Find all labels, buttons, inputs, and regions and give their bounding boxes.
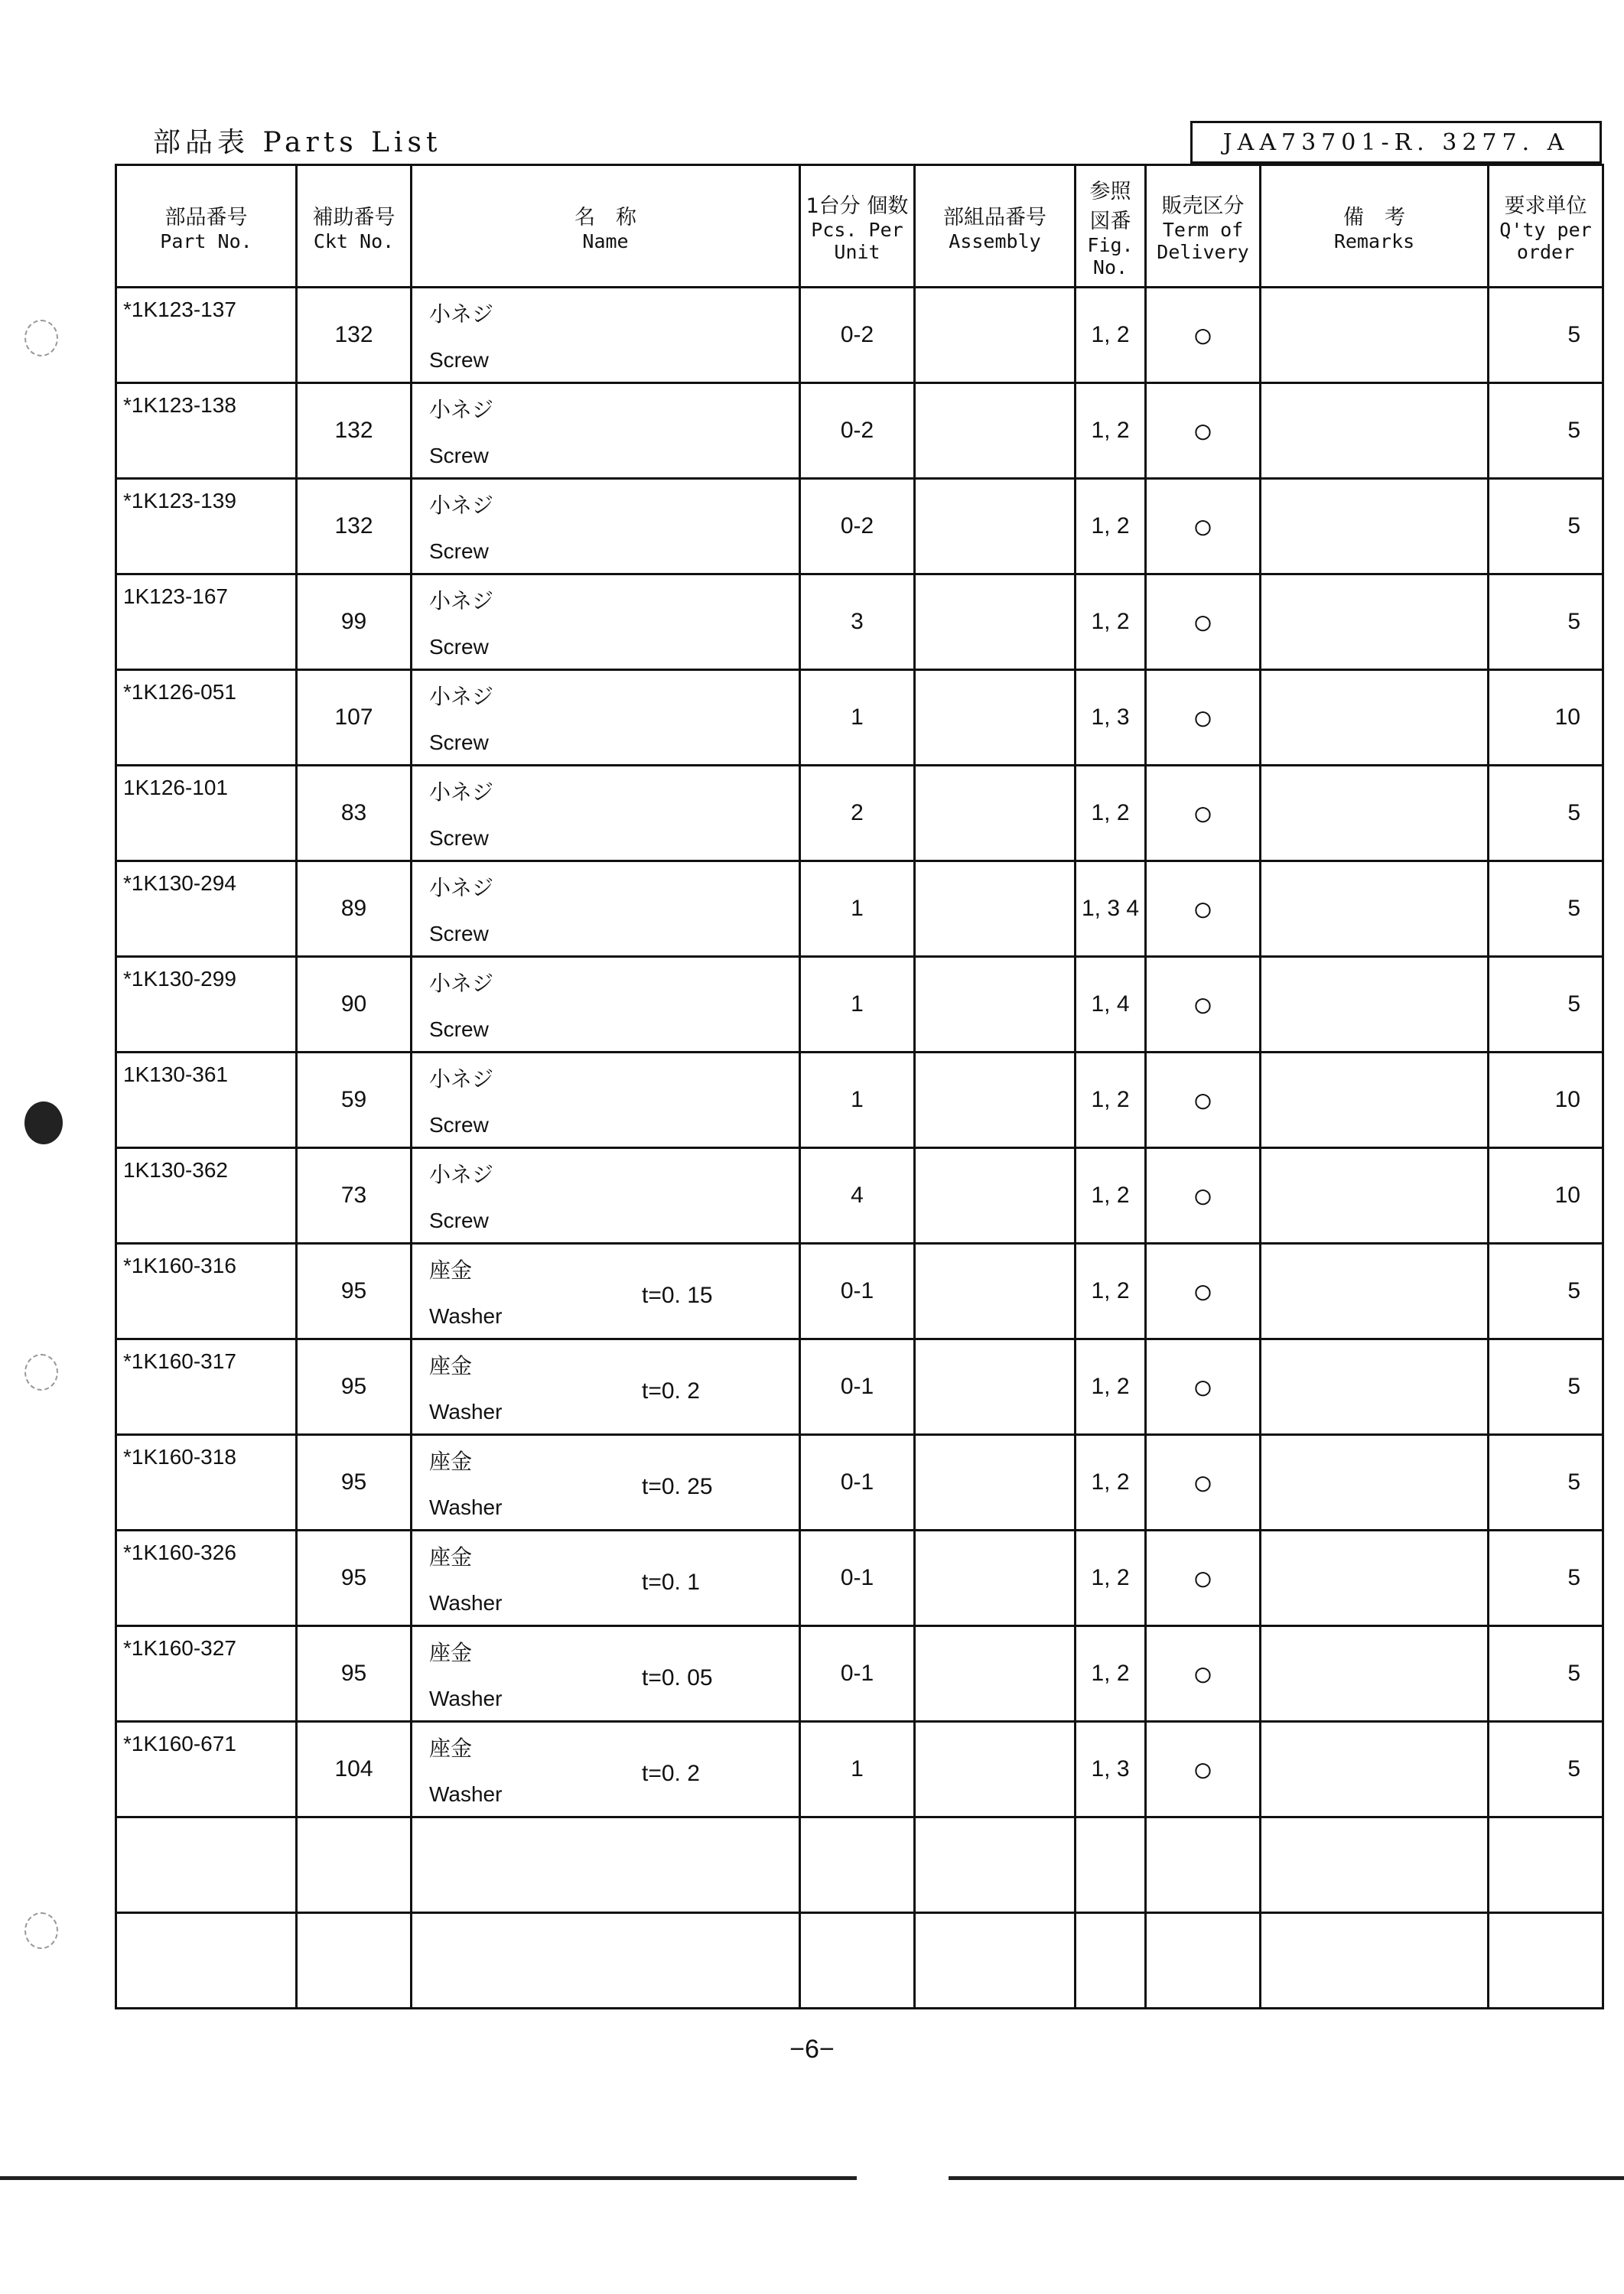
table-row [116,861,1603,957]
name-japanese: 小ネジ [429,588,494,613]
remarks-cell [1261,1531,1489,1626]
remarks-cell [1261,383,1489,479]
punch-hole-mark [24,1101,63,1144]
assembly-cell [915,957,1076,1053]
ckt-number-cell: 95 [297,1626,412,1722]
delivery-mark-cell: ○ [1146,1244,1261,1339]
name-japanese: 座金 [429,1736,473,1761]
remarks-cell [1261,861,1489,957]
table-row [116,1722,1603,1817]
table-row [116,766,1603,861]
page-title: 部品表 Parts List [153,127,442,158]
part-number-cell: *1K160-316 [116,1244,297,1339]
table-row [116,288,1603,383]
part-number-cell: 1K130-362 [116,1148,297,1244]
delivery-mark-cell: ○ [1146,957,1261,1053]
name-english: Screw [429,731,489,754]
assembly-cell [915,383,1076,479]
name-english: Screw [429,348,489,372]
assembly-cell [915,1913,1076,2009]
ckt-number-cell: 90 [297,957,412,1053]
name-japanese: 小ネジ [429,875,494,900]
qty-per-order-cell: 10 [1489,670,1603,766]
assembly-cell [915,1148,1076,1244]
remarks-cell [1261,1244,1489,1339]
delivery-mark-cell [1146,1913,1261,2009]
name-cell [412,383,800,479]
part-number-cell: *1K123-138 [116,383,297,479]
table-row [116,1053,1603,1148]
fig-number-cell: 1, 2 [1076,574,1146,670]
name-cell [412,1626,800,1722]
part-number-cell [116,1913,297,2009]
part-number-cell: *1K130-294 [116,861,297,957]
name-english: Screw [429,635,489,659]
name-english: Washer [429,1591,503,1615]
column-header-remarks: 備 考 Remarks [1261,165,1489,288]
fig-number-cell: 1, 2 [1076,1244,1146,1339]
name-cell [412,766,800,861]
delivery-mark-cell: ○ [1146,1053,1261,1148]
remarks-cell [1261,1626,1489,1722]
assembly-cell [915,1722,1076,1817]
assembly-cell [915,1053,1076,1148]
assembly-cell [915,670,1076,766]
qty-per-order-cell: 5 [1489,1435,1603,1531]
ckt-number-cell: 132 [297,383,412,479]
name-japanese: 小ネジ [429,971,494,996]
delivery-mark-cell: ○ [1146,766,1261,861]
name-japanese: 小ネジ [429,301,494,327]
assembly-cell [915,1817,1076,1913]
pcs-per-unit-cell [800,1913,915,2009]
qty-per-order-cell: 5 [1489,1244,1603,1339]
name-english: Washer [429,1495,503,1519]
part-number-cell: 1K123-167 [116,574,297,670]
pcs-per-unit-cell: 0-2 [800,383,915,479]
qty-per-order-cell: 10 [1489,1053,1603,1148]
remarks-cell [1261,1053,1489,1148]
qty-per-order-cell: 5 [1489,861,1603,957]
assembly-cell [915,1531,1076,1626]
remarks-cell [1261,1435,1489,1531]
delivery-mark-cell: ○ [1146,383,1261,479]
table-row [116,383,1603,479]
name-cell [412,574,800,670]
column-header-fig-no: 参照 図番 Fig. No. [1076,165,1146,288]
part-number-cell: *1K126-051 [116,670,297,766]
name-japanese: 小ネジ [429,1162,494,1187]
table-row [116,670,1603,766]
delivery-mark-cell: ○ [1146,1626,1261,1722]
fig-number-cell: 1, 2 [1076,1148,1146,1244]
name-english: Washer [429,1782,503,1806]
fig-number-cell: 1, 2 [1076,1053,1146,1148]
table-row [116,1339,1603,1435]
page-number: −6− [789,2035,835,2064]
thickness-spec: t=0. 1 [642,1570,700,1595]
ckt-number-cell: 89 [297,861,412,957]
ckt-number-cell: 104 [297,1722,412,1817]
fig-number-cell: 1, 2 [1076,1435,1146,1531]
pcs-per-unit-cell: 1 [800,861,915,957]
qty-per-order-cell [1489,1913,1603,2009]
name-english: Screw [429,539,489,563]
qty-per-order-cell: 5 [1489,574,1603,670]
pcs-per-unit-cell: 0-1 [800,1244,915,1339]
delivery-mark-cell: ○ [1146,670,1261,766]
fig-number-cell: 1, 2 [1076,1339,1146,1435]
punch-hole-mark [24,320,58,356]
pcs-per-unit-cell: 1 [800,1722,915,1817]
ckt-number-cell: 95 [297,1339,412,1435]
table-row [116,479,1603,574]
name-cell [412,1339,800,1435]
table-header-row [116,165,1603,288]
name-english: Screw [429,826,489,850]
pcs-per-unit-cell: 1 [800,957,915,1053]
name-japanese: 座金 [429,1258,473,1283]
part-number-cell [116,1817,297,1913]
part-number-cell: *1K130-299 [116,957,297,1053]
remarks-cell [1261,766,1489,861]
pcs-per-unit-cell: 0-2 [800,288,915,383]
fig-number-cell: 1, 2 [1076,1531,1146,1626]
qty-per-order-cell: 5 [1489,288,1603,383]
assembly-cell [915,861,1076,957]
fig-number-cell [1076,1817,1146,1913]
pcs-per-unit-cell: 2 [800,766,915,861]
delivery-mark-cell: ○ [1146,288,1261,383]
fig-number-cell: 1, 2 [1076,1626,1146,1722]
remarks-cell [1261,574,1489,670]
delivery-mark-cell: ○ [1146,1435,1261,1531]
column-header-term-of-delivery: 販売区分 Term of Delivery [1146,165,1261,288]
punch-hole-mark [24,1354,58,1391]
name-japanese: 座金 [429,1353,473,1378]
delivery-mark-cell: ○ [1146,574,1261,670]
fig-number-cell: 1, 3 4 [1076,861,1146,957]
table-row [116,1913,1603,2009]
column-header-part-no: 部品番号 Part No. [116,165,297,288]
qty-per-order-cell [1489,1817,1603,1913]
name-english: Washer [429,1400,503,1424]
name-japanese: 小ネジ [429,397,494,422]
qty-per-order-cell: 5 [1489,1626,1603,1722]
ckt-number-cell: 132 [297,479,412,574]
name-cell [412,861,800,957]
name-cell [412,1053,800,1148]
part-number-cell: *1K123-137 [116,288,297,383]
pcs-per-unit-cell: 0-2 [800,479,915,574]
qty-per-order-cell: 5 [1489,957,1603,1053]
name-cell [412,1435,800,1531]
remarks-cell [1261,1817,1489,1913]
part-number-cell: 1K126-101 [116,766,297,861]
pcs-per-unit-cell: 0-1 [800,1339,915,1435]
ckt-number-cell: 95 [297,1244,412,1339]
assembly-cell [915,1339,1076,1435]
name-cell [412,957,800,1053]
delivery-mark-cell: ○ [1146,1531,1261,1626]
pcs-per-unit-cell: 1 [800,670,915,766]
pcs-per-unit-cell: 1 [800,1053,915,1148]
footer-rule [0,2176,857,2180]
remarks-cell [1261,1913,1489,2009]
thickness-spec: t=0. 2 [642,1761,700,1786]
part-number-cell: *1K160-326 [116,1531,297,1626]
table-row [116,574,1603,670]
qty-per-order-cell: 5 [1489,1722,1603,1817]
name-cell [412,1531,800,1626]
thickness-spec: t=0. 2 [642,1378,700,1404]
name-cell [412,670,800,766]
assembly-cell [915,574,1076,670]
fig-number-cell: 1, 3 [1076,1722,1146,1817]
ckt-number-cell: 132 [297,288,412,383]
thickness-spec: t=0. 15 [642,1283,713,1308]
fig-number-cell: 1, 2 [1076,766,1146,861]
fig-number-cell: 1, 2 [1076,288,1146,383]
name-japanese: 小ネジ [429,684,494,709]
thickness-spec: t=0. 05 [642,1665,713,1690]
table-row [116,1626,1603,1722]
remarks-cell [1261,957,1489,1053]
column-header-name: 名 称 Name [412,165,800,288]
table-row [116,1244,1603,1339]
table-row [116,1148,1603,1244]
name-english: Washer [429,1304,503,1328]
delivery-mark-cell: ○ [1146,479,1261,574]
pcs-per-unit-cell: 4 [800,1148,915,1244]
parts-list-table [115,164,1604,2009]
column-header-qty-per-order: 要求単位 Q'ty per order [1489,165,1603,288]
fig-number-cell [1076,1913,1146,2009]
pcs-per-unit-cell [800,1817,915,1913]
ckt-number-cell: 95 [297,1531,412,1626]
ckt-number-cell [297,1913,412,2009]
qty-per-order-cell: 5 [1489,766,1603,861]
name-english: Screw [429,1017,489,1041]
pcs-per-unit-cell: 3 [800,574,915,670]
delivery-mark-cell: ○ [1146,861,1261,957]
name-japanese: 座金 [429,1449,473,1474]
ckt-number-cell [297,1817,412,1913]
remarks-cell [1261,479,1489,574]
qty-per-order-cell: 5 [1489,1531,1603,1626]
remarks-cell [1261,1148,1489,1244]
name-english: Screw [429,1113,489,1137]
part-number-cell: *1K123-139 [116,479,297,574]
pcs-per-unit-cell: 0-1 [800,1435,915,1531]
assembly-cell [915,288,1076,383]
name-english: Screw [429,1209,489,1232]
name-japanese: 小ネジ [429,779,494,805]
ckt-number-cell: 73 [297,1148,412,1244]
qty-per-order-cell: 5 [1489,383,1603,479]
name-cell [412,1244,800,1339]
part-number-cell: 1K130-361 [116,1053,297,1148]
table-row [116,1435,1603,1531]
delivery-mark-cell: ○ [1146,1339,1261,1435]
table-row [116,1531,1603,1626]
name-cell [412,288,800,383]
column-header-ckt-no: 補助番号 Ckt No. [297,165,412,288]
part-number-cell: *1K160-317 [116,1339,297,1435]
qty-per-order-cell: 5 [1489,479,1603,574]
column-header-assembly: 部組品番号 Assembly [915,165,1076,288]
name-cell [412,1722,800,1817]
ckt-number-cell: 99 [297,574,412,670]
remarks-cell [1261,1722,1489,1817]
fig-number-cell: 1, 3 [1076,670,1146,766]
assembly-cell [915,479,1076,574]
fig-number-cell: 1, 2 [1076,479,1146,574]
name-cell [412,479,800,574]
thickness-spec: t=0. 25 [642,1474,713,1499]
ckt-number-cell: 95 [297,1435,412,1531]
remarks-cell [1261,288,1489,383]
pcs-per-unit-cell: 0-1 [800,1626,915,1722]
remarks-cell [1261,1339,1489,1435]
name-english: Washer [429,1687,503,1710]
part-number-cell: *1K160-318 [116,1435,297,1531]
part-number-cell: *1K160-327 [116,1626,297,1722]
assembly-cell [915,1435,1076,1531]
ckt-number-cell: 59 [297,1053,412,1148]
name-japanese: 座金 [429,1544,473,1570]
remarks-cell [1261,670,1489,766]
footer-rule [949,2176,1624,2180]
ckt-number-cell: 107 [297,670,412,766]
table-row [116,957,1603,1053]
ckt-number-cell: 83 [297,766,412,861]
name-cell [412,1817,800,1913]
name-english: Screw [429,444,489,467]
qty-per-order-cell: 10 [1489,1148,1603,1244]
delivery-mark-cell: ○ [1146,1722,1261,1817]
name-japanese: 小ネジ [429,1066,494,1092]
name-english: Screw [429,922,489,945]
name-cell [412,1148,800,1244]
delivery-mark-cell [1146,1817,1261,1913]
assembly-cell [915,1244,1076,1339]
name-cell [412,1913,800,2009]
column-header-pcs-per-unit: 1台分 個数 Pcs. Per Unit [800,165,915,288]
assembly-cell [915,1626,1076,1722]
fig-number-cell: 1, 4 [1076,957,1146,1053]
part-number-cell: *1K160-671 [116,1722,297,1817]
qty-per-order-cell: 5 [1489,1339,1603,1435]
name-japanese: 小ネジ [429,493,494,518]
delivery-mark-cell: ○ [1146,1148,1261,1244]
document-number: JAA73701-R. 3277. A [1190,121,1602,164]
pcs-per-unit-cell: 0-1 [800,1531,915,1626]
fig-number-cell: 1, 2 [1076,383,1146,479]
table-row [116,1817,1603,1913]
punch-hole-mark [24,1912,58,1949]
assembly-cell [915,766,1076,861]
name-japanese: 座金 [429,1640,473,1665]
